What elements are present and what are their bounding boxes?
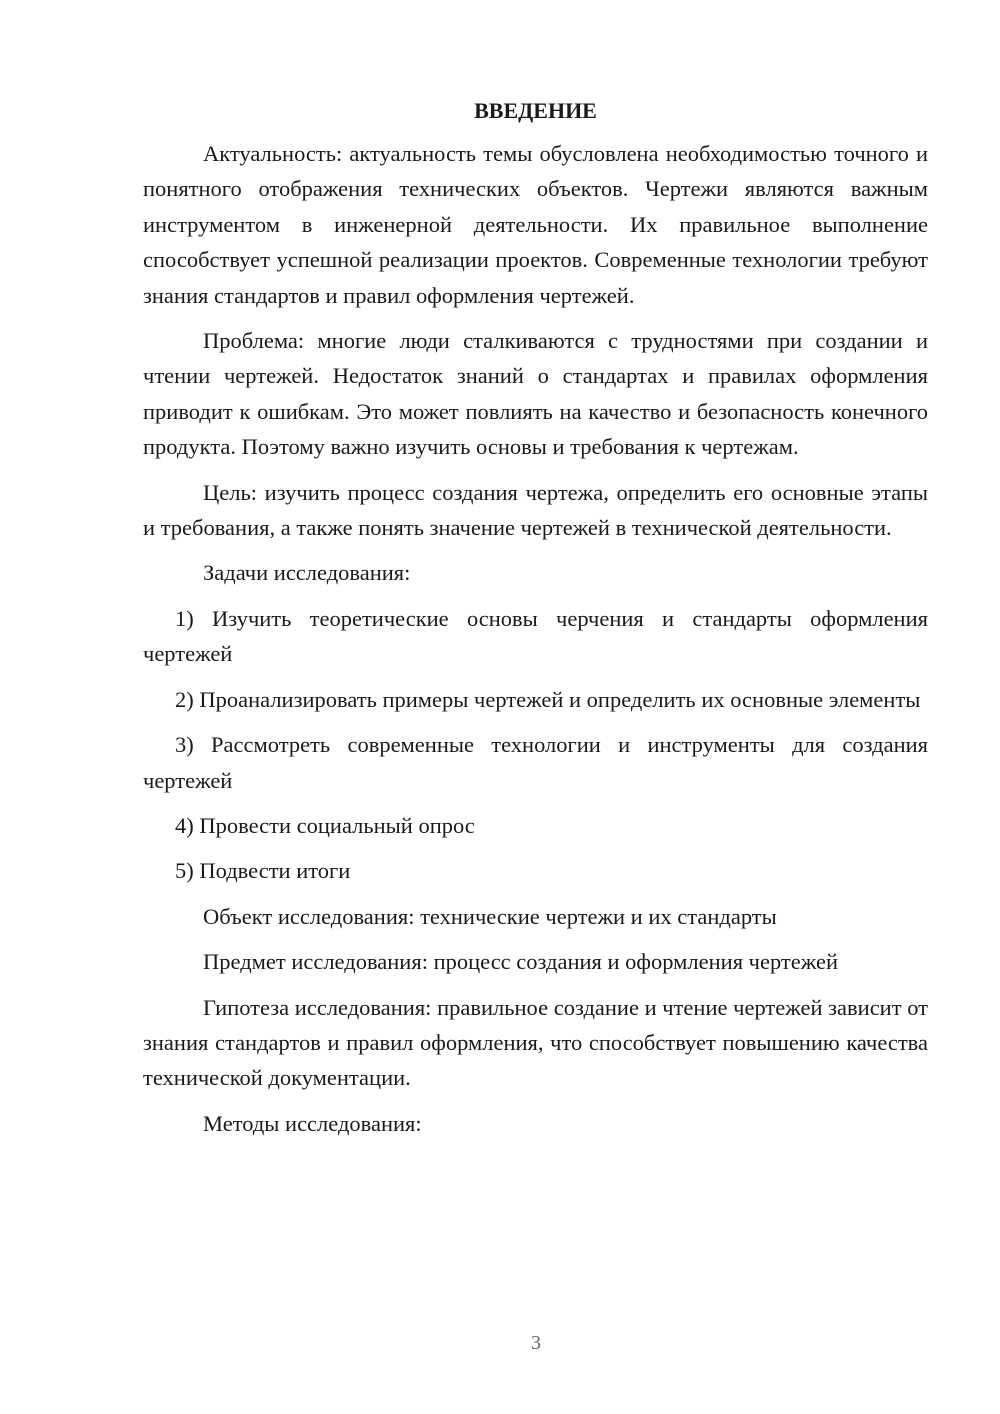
task-item-1: 1) Изучить теоретические основы черчения и стандарты оформления чертежей [143, 605, 928, 667]
section-title: ВВЕДЕНИЕ [474, 98, 597, 123]
relevance-paragraph: Актуальность: актуальность темы обусловлена необходимостью точного и понятного отображения технических объектов. Чертежи являются важным инструментом в инженерной деятельности. Их правильное выполнение способствует успешной реализации проектов. Современные технологии требуют знания стандартов и правил оформления чертежей. [143, 141, 928, 308]
methods-heading: Методы исследования: [203, 1110, 422, 1136]
tasks-heading: Задачи исследования: [203, 560, 411, 586]
subject-paragraph: Предмет исследования: процесс создания и оформления чертежей [203, 949, 839, 975]
hypothesis-paragraph: Гипотеза исследования: правильное создание и чтение чертежей зависит от знания стандартов и правил оформления, что способствует повышению качества технической документации. [143, 994, 928, 1091]
goal-paragraph: Цель: изучить процесс создания чертежа, определить его основные этапы и требования, а также понять значение чертежей в технической деятельности. [143, 479, 928, 541]
task-item-3: 3) Рассмотреть современные технологии и инструменты для создания чертежей [143, 732, 928, 793]
task-item-5: 5) Подвести итоги [175, 858, 351, 884]
page-content [143, 95, 928, 1151]
problem-paragraph: Проблема: многие люди сталкиваются с трудностями при создании и чтении чертежей. Недостаток знаний о стандартах и правилах оформления приводит к ошибкам. Это может повлиять на качество и безопасность конечного продукта. Поэтому важно изучить основы и требования к чертежам. [143, 328, 928, 460]
object-paragraph: Объект исследования: технические чертежи и их стандарты [203, 903, 777, 929]
task-item-2: 2) Проанализировать примеры чертежей и определить их основные элементы [175, 686, 921, 712]
page-number: 3 [531, 1332, 541, 1354]
task-item-4: 4) Провести социальный опрос [175, 812, 475, 838]
